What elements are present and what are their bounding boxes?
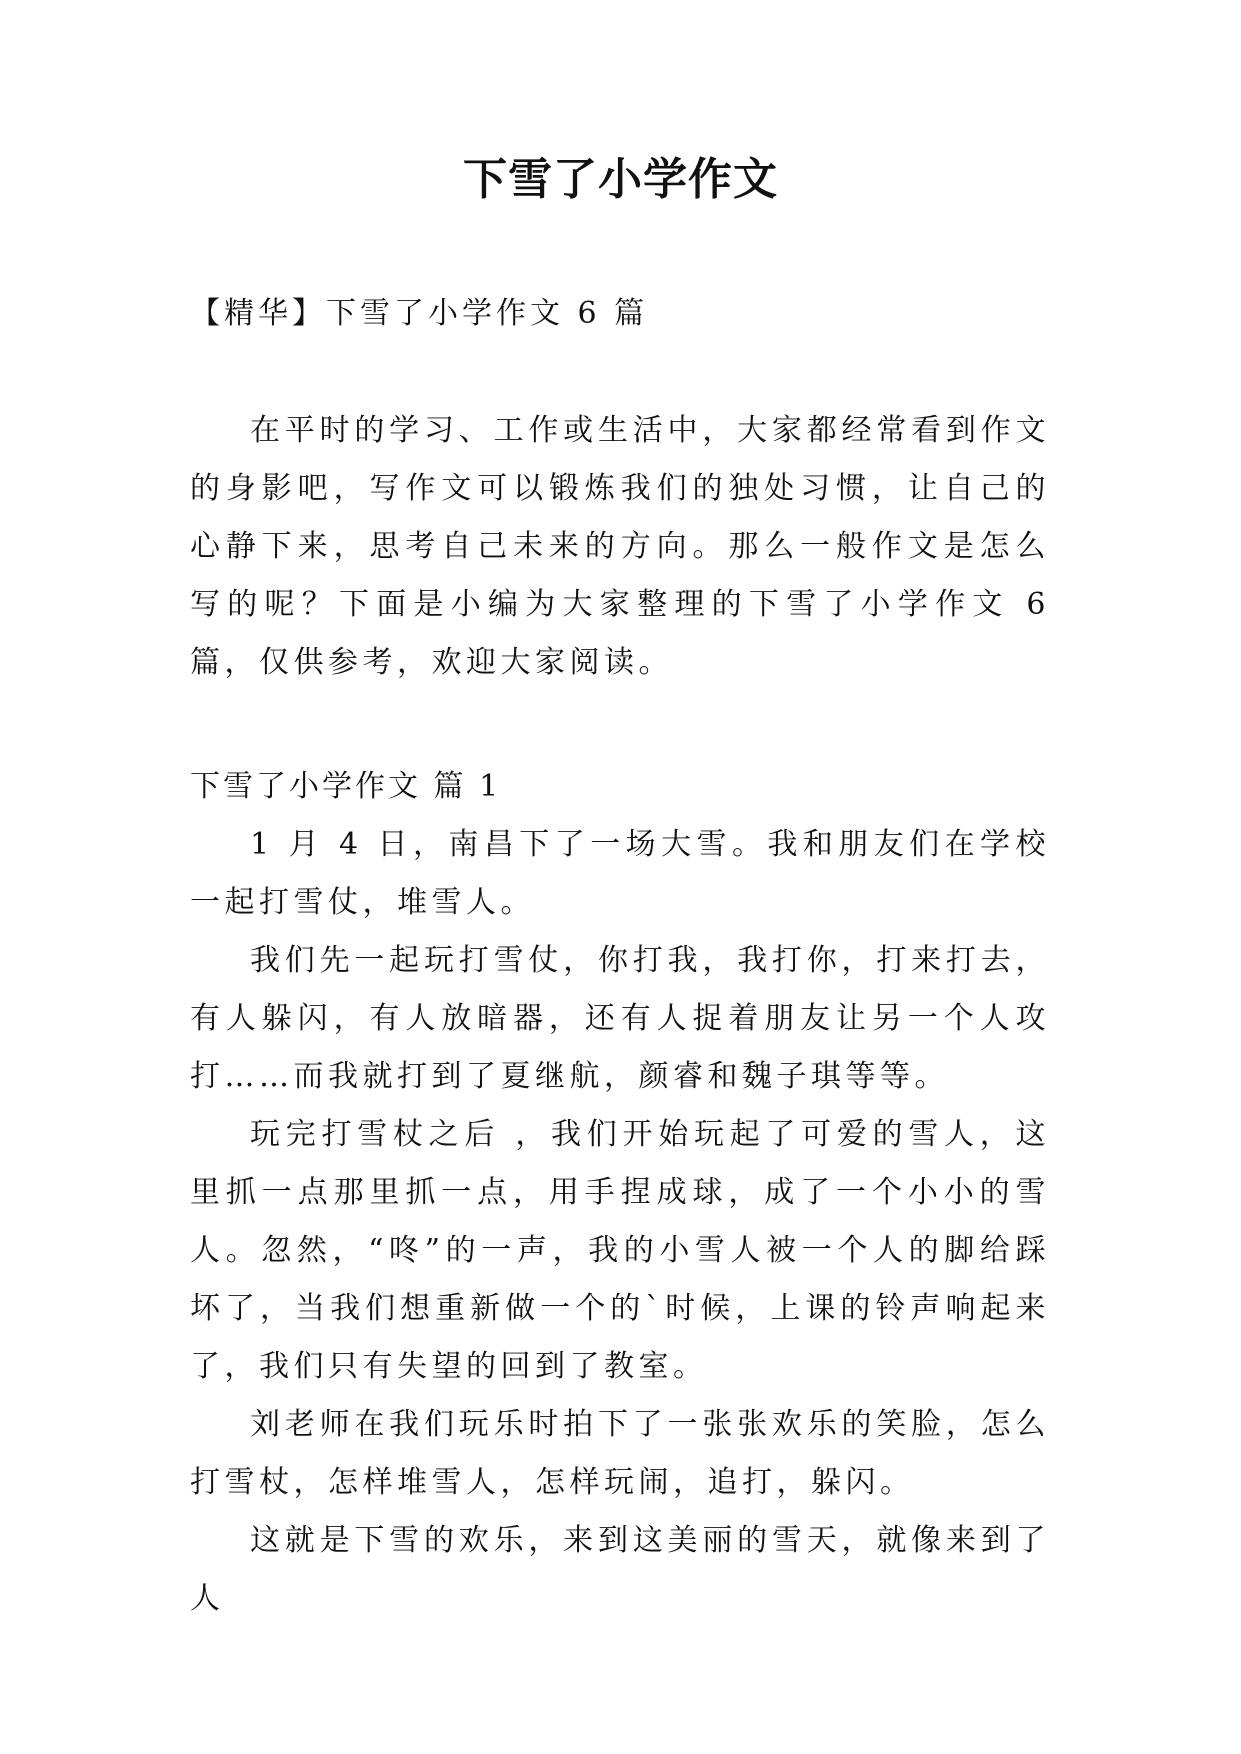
document-title: 下雪了小学作文 (463, 154, 778, 205)
section-heading: 下雪了小学作文 篇 1 (190, 769, 502, 804)
section-paragraph-1: 1 月 4 日，南昌下了一场大雪。我和朋友们在学校一起打雪仗，堆雪人。 (190, 827, 1050, 920)
essay-section-1 (190, 758, 1050, 1628)
section-paragraph-2: 我们先一起玩打雪仗，你打我，我打你，打来打去，有人躲闪，有人放暗器，还有人捉着朋友让另一个人攻打……而我就打到了夏继航，颜睿和魏子琪等等。 (190, 943, 1050, 1094)
document-subtitle: 【精华】下雪了小学作文 6 篇 (190, 296, 649, 331)
intro-block (190, 402, 1050, 692)
section-paragraph-3: 玩完打雪杖之后 ，我们开始玩起了可爱的雪人，这里抓一点那里抓一点，用手捏成球，成了一个小小的雪人。忽然，“咚”的一声，我的小雪人被一个人的脚给踩坏了，当我们想重新做一个的`时候，上课的铃声响起来了，我们只有失望的回到了教室。 (190, 1117, 1050, 1384)
section-paragraph-5: 这就是下雪的欢乐，来到这美丽的雪天，就像来到了人 (190, 1523, 1050, 1616)
intro-paragraph: 在平时的学习、工作或生活中，大家都经常看到作文的身影吧，写作文可以锻炼我们的独处习惯，让自己的心静下来，思考自己未来的方向。那么一般作文是怎么写的呢？下面是小编为大家整理的下雪了小学作文 6 篇，仅供参考，欢迎大家阅读。 (190, 413, 1050, 680)
section-paragraph-4: 刘老师在我们玩乐时拍下了一张张欢乐的笑脸，怎么打雪杖，怎样堆雪人，怎样玩闹，追打，躲闪。 (190, 1407, 1050, 1500)
